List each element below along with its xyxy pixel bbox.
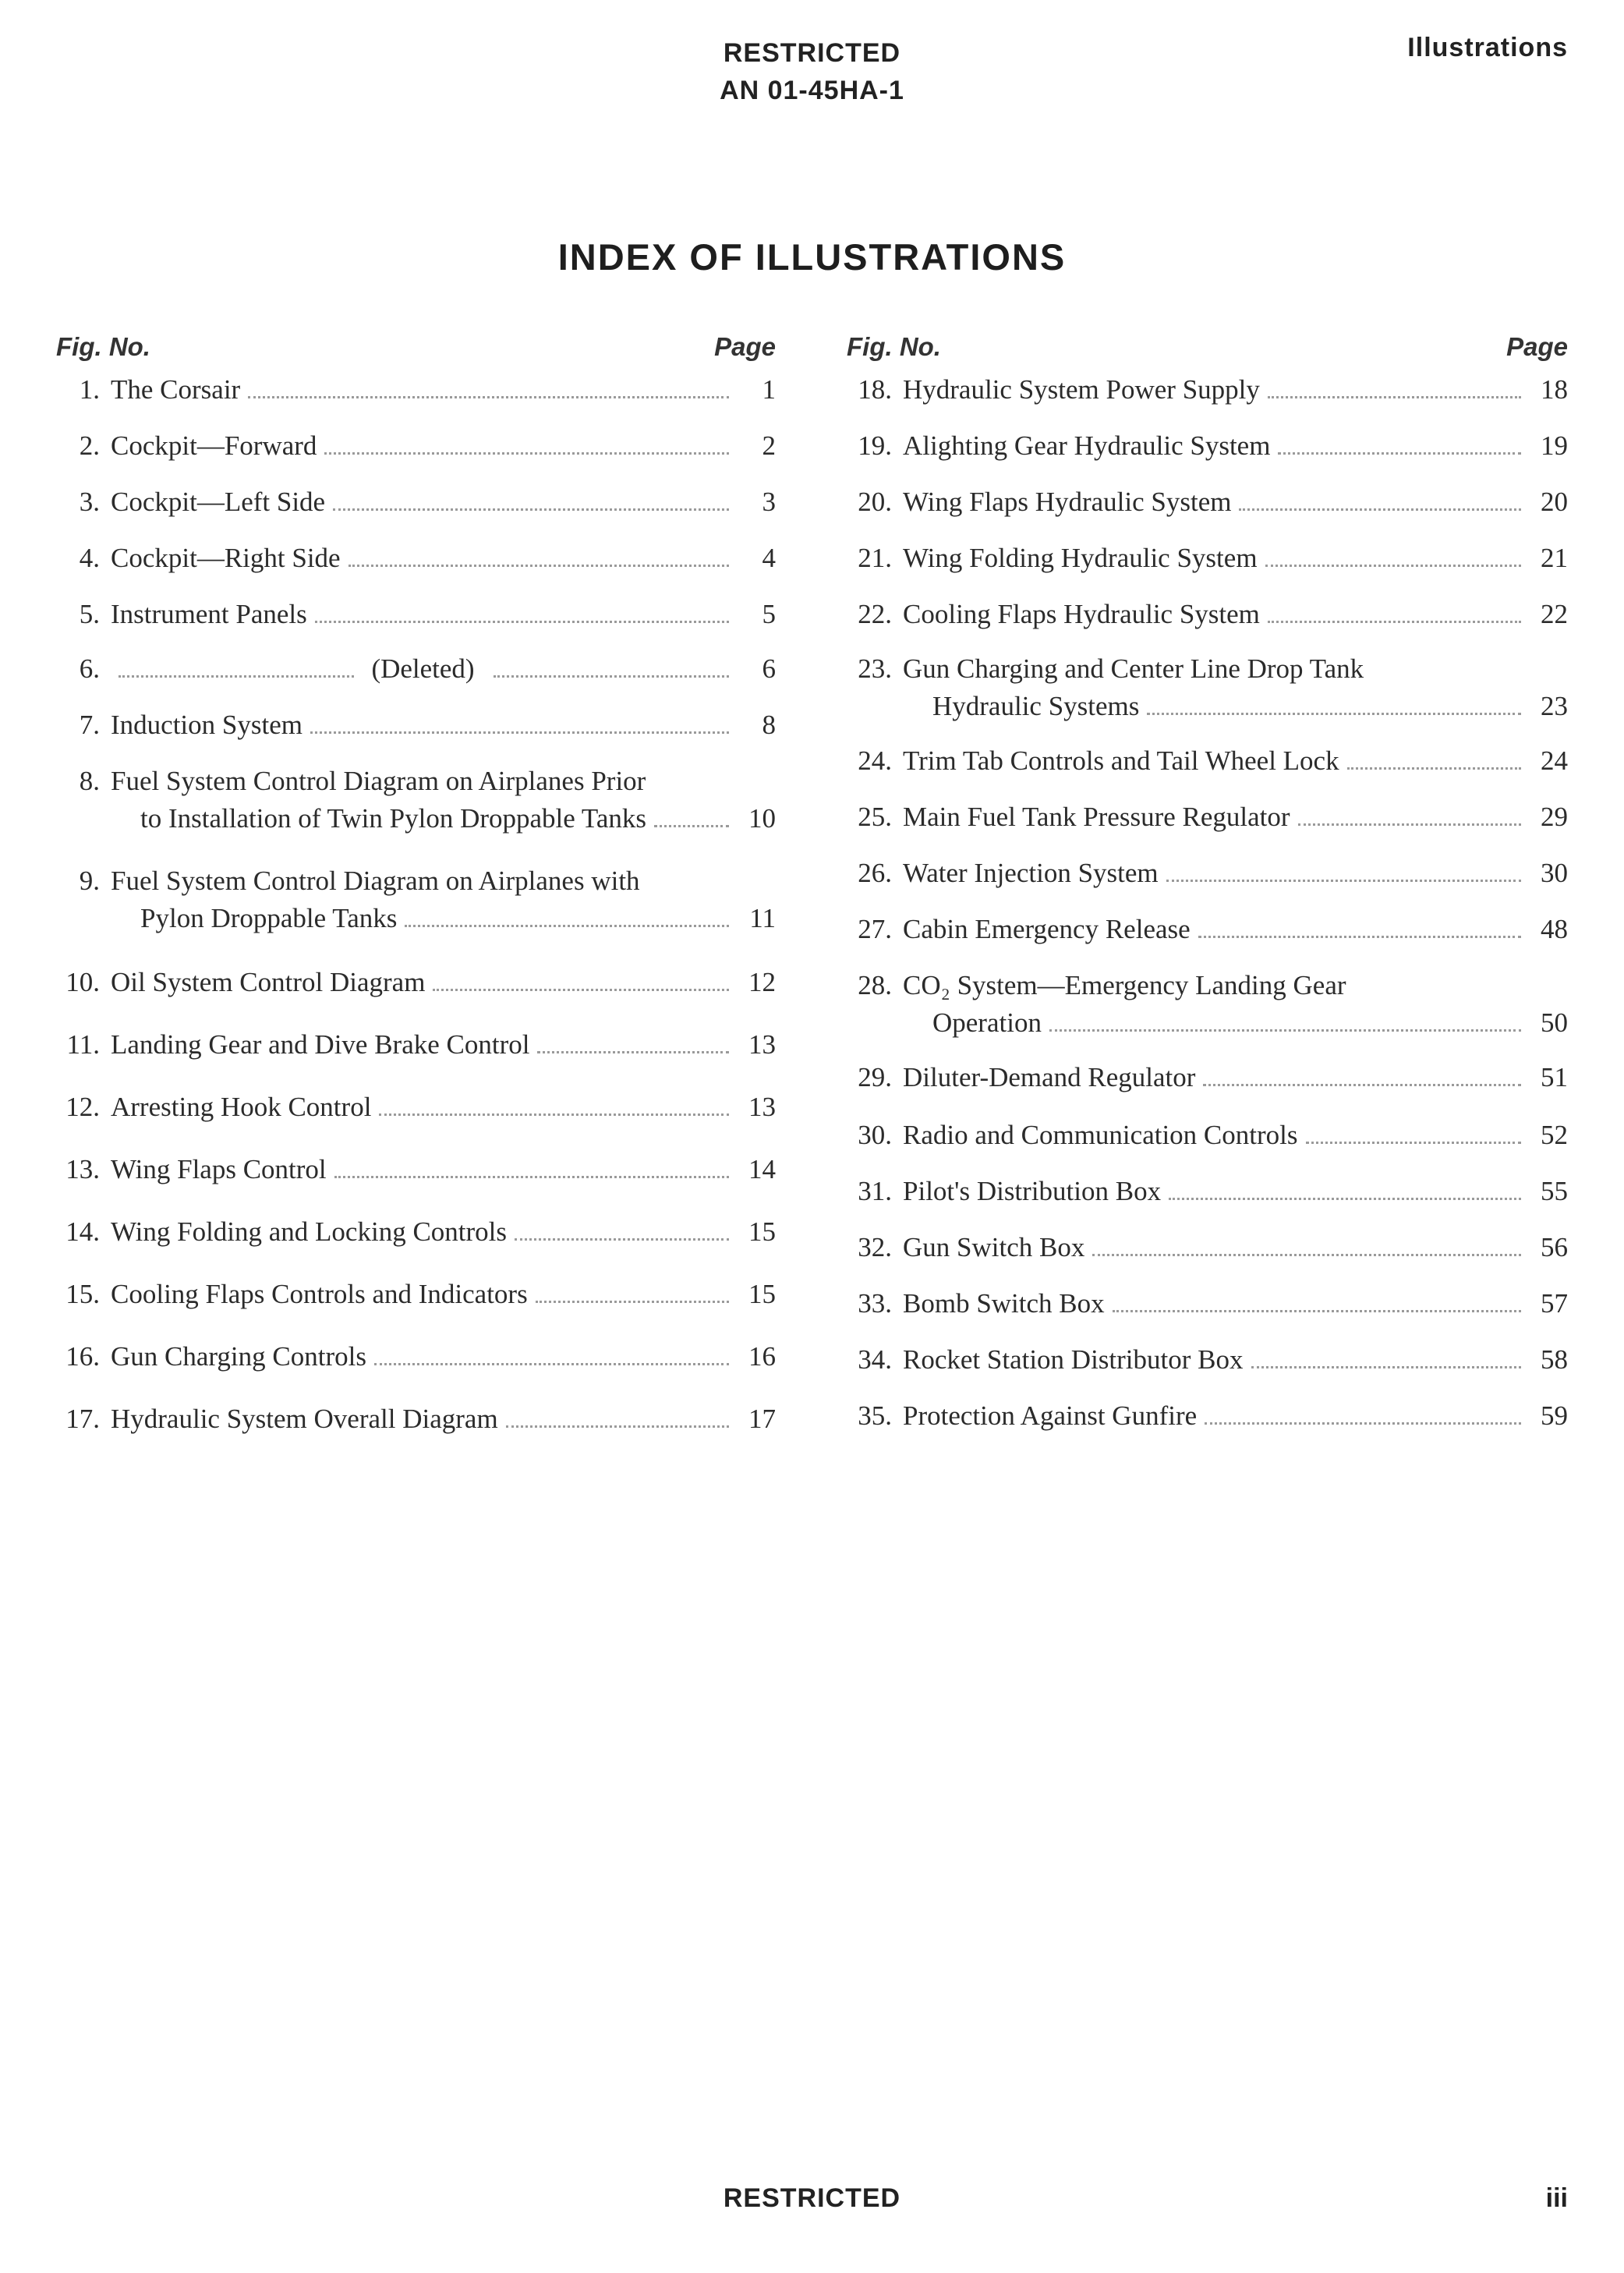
leader-dots — [1169, 1198, 1521, 1200]
page-number: 12 — [748, 967, 776, 997]
leader-dots — [1205, 1422, 1521, 1425]
fig-number: 24. — [858, 745, 892, 776]
index-entry — [56, 650, 776, 688]
fig-title: Fuel System Control Diagram on Airplanes with — [111, 866, 640, 896]
entry-body — [111, 650, 776, 688]
fig-title: Gun Charging and Center Line Drop Tank — [903, 653, 1364, 684]
entry-body — [903, 371, 1568, 409]
fig-number: 15. — [65, 1279, 100, 1309]
header-section-label: Illustrations — [1407, 33, 1568, 62]
entry-body — [111, 1089, 776, 1126]
entry-body — [903, 1117, 1568, 1154]
leader-dots — [334, 1176, 729, 1178]
page-number: 15 — [748, 1216, 776, 1247]
page-number: 55 — [1541, 1176, 1568, 1206]
fig-title: Arresting Hook Control — [111, 1092, 372, 1122]
page-number: 1 — [762, 374, 776, 405]
entry-body — [903, 596, 1568, 633]
index-entry — [847, 1285, 1568, 1322]
leader-dots — [248, 396, 729, 398]
entry-body — [903, 427, 1568, 465]
fig-title: Bomb Switch Box — [903, 1288, 1105, 1319]
fig-title: Instrument Panels — [111, 599, 307, 629]
fig-title: Cabin Emergency Release — [903, 914, 1191, 944]
index-entry — [847, 1397, 1568, 1435]
fig-number: 4. — [79, 543, 100, 573]
footer-classification: RESTRICTED — [723, 2183, 901, 2213]
leader-dots — [379, 1113, 729, 1116]
fig-number: 7. — [79, 710, 100, 740]
fig-title-cont: to Installation of Twin Pylon Droppable Tanks — [140, 803, 647, 834]
fig-number: 17. — [65, 1404, 100, 1434]
fig-number: 27. — [858, 914, 892, 944]
entry-body — [903, 1341, 1568, 1379]
entry-line — [111, 800, 776, 837]
index-entry — [847, 650, 1568, 725]
entry-line — [903, 371, 1568, 409]
fig-number: 34. — [858, 1344, 892, 1375]
entry-body — [903, 483, 1568, 521]
page-number: 13 — [748, 1029, 776, 1060]
entry-line — [903, 911, 1568, 948]
fig-title: Cockpit—Right Side — [111, 543, 341, 573]
page-number: 15 — [748, 1279, 776, 1309]
entry-line — [903, 967, 1568, 1004]
fig-no-header: Fig. No. — [56, 332, 150, 361]
page-number: 17 — [748, 1404, 776, 1434]
entry-body — [111, 1213, 776, 1251]
fig-number: 29. — [858, 1062, 892, 1092]
page-number: 8 — [762, 710, 776, 740]
entry-body — [111, 964, 776, 1001]
header-doc-number: AN 01-45HA-1 — [720, 76, 904, 105]
leader-dots — [324, 452, 729, 455]
fig-number: 20. — [858, 487, 892, 517]
leader-dots — [1092, 1254, 1521, 1256]
leader-dots — [494, 675, 729, 678]
entry-body — [111, 1276, 776, 1313]
entry-body — [111, 483, 776, 521]
leader-dots — [1251, 1366, 1521, 1368]
fig-number: 11. — [66, 1029, 100, 1060]
entry-body — [903, 967, 1568, 1042]
page-number: 10 — [748, 803, 776, 834]
entry-body — [111, 1151, 776, 1188]
fig-title: Cockpit—Forward — [111, 430, 317, 461]
fig-title: Diluter-Demand Regulator — [903, 1062, 1196, 1092]
index-entry — [56, 1276, 776, 1313]
entry-line — [111, 371, 776, 409]
fig-title: Radio and Communication Controls — [903, 1120, 1298, 1150]
index-entry — [847, 1059, 1568, 1096]
fig-number: 31. — [858, 1176, 892, 1206]
leader-dots — [1298, 823, 1521, 826]
leader-dots — [654, 825, 729, 827]
fig-title: The Corsair — [111, 374, 241, 405]
index-entry — [847, 967, 1568, 1042]
fig-number: 35. — [858, 1400, 892, 1431]
index-entry — [56, 862, 776, 937]
entry-line — [903, 540, 1568, 577]
entry-line — [111, 900, 776, 937]
leader-dots — [1113, 1310, 1521, 1312]
leader-dots — [1306, 1142, 1522, 1144]
entry-line — [111, 1151, 776, 1188]
fig-title: Protection Against Gunfire — [903, 1400, 1198, 1431]
index-entry — [847, 540, 1568, 577]
index-entry — [847, 798, 1568, 836]
entry-line — [111, 650, 776, 688]
index-entry — [847, 596, 1568, 633]
leader-dots — [536, 1301, 729, 1303]
entry-line — [111, 596, 776, 633]
entry-line — [111, 540, 776, 577]
index-entry — [847, 427, 1568, 465]
page-number: 6 — [762, 653, 777, 684]
entry-line — [903, 1285, 1568, 1322]
page-number: 29 — [1541, 802, 1568, 832]
page-header — [0, 34, 1624, 109]
page-number: 23 — [1541, 691, 1568, 721]
page-number: 51 — [1541, 1062, 1568, 1092]
fig-title: Main Fuel Tank Pressure Regulator — [903, 802, 1290, 832]
fig-title: Wing Flaps Hydraulic System — [903, 487, 1232, 517]
fig-title: Water Injection System — [903, 858, 1159, 888]
entry-body — [903, 650, 1568, 725]
fig-title: Trim Tab Controls and Tail Wheel Lock — [903, 745, 1339, 776]
page-number: 52 — [1541, 1120, 1568, 1150]
page-number: 59 — [1541, 1400, 1568, 1431]
leader-dots — [1347, 767, 1521, 770]
leader-dots — [1203, 1084, 1521, 1086]
fig-number: 6. — [79, 653, 100, 684]
page-number: 20 — [1541, 487, 1568, 517]
fig-number: 25. — [858, 802, 892, 832]
page-number: 14 — [748, 1154, 776, 1184]
index-entry — [847, 742, 1568, 780]
index-entry — [56, 1213, 776, 1251]
page-number: 24 — [1541, 745, 1568, 776]
index-entry — [56, 427, 776, 465]
entry-body — [111, 706, 776, 744]
entry-line — [903, 1173, 1568, 1210]
leader-dots — [119, 675, 354, 678]
index-entry — [847, 1173, 1568, 1210]
entry-line — [111, 763, 776, 800]
fig-number: 30. — [858, 1120, 892, 1150]
column-header — [56, 332, 776, 371]
page-number: 21 — [1541, 543, 1568, 573]
entry-line — [903, 596, 1568, 633]
fig-number: 21. — [858, 543, 892, 573]
page-number: 58 — [1541, 1344, 1568, 1375]
entry-body — [111, 427, 776, 465]
entry-body — [111, 1400, 776, 1438]
page-number: 56 — [1541, 1232, 1568, 1262]
fig-title-cont: Operation — [932, 1007, 1042, 1038]
index-entry — [56, 964, 776, 1001]
entry-line — [903, 1341, 1568, 1379]
entry-line — [111, 1338, 776, 1375]
leader-dots — [1268, 621, 1521, 623]
fig-number: 1. — [79, 374, 100, 405]
leader-dots — [1147, 713, 1521, 715]
fig-number: 18. — [858, 374, 892, 405]
leader-dots — [1166, 880, 1521, 882]
fig-number: 16. — [65, 1341, 100, 1372]
fig-number: 10. — [65, 967, 100, 997]
index-entry — [56, 1400, 776, 1438]
leader-dots — [333, 508, 729, 511]
entry-line — [903, 1397, 1568, 1435]
entry-line — [903, 1117, 1568, 1154]
page-title: INDEX OF ILLUSTRATIONS — [557, 236, 1067, 278]
entry-body — [111, 1338, 776, 1375]
fig-title: Landing Gear and Dive Brake Control — [111, 1029, 530, 1060]
fig-title: (Deleted) — [371, 653, 475, 684]
fig-title: Wing Flaps Control — [111, 1154, 327, 1184]
page-number: 22 — [1541, 599, 1568, 629]
index-entry — [847, 911, 1568, 948]
entry-body — [111, 596, 776, 633]
entry-body — [111, 763, 776, 837]
entry-line — [903, 1004, 1568, 1042]
entry-line — [903, 855, 1568, 892]
index-entry — [56, 1151, 776, 1188]
index-column-left — [56, 332, 777, 1434]
fig-number: 8. — [79, 766, 100, 796]
entry-line — [111, 964, 776, 1001]
leader-dots — [433, 989, 729, 991]
entry-line — [903, 798, 1568, 836]
page-number: 48 — [1541, 914, 1568, 944]
index-entry — [56, 596, 776, 633]
page-number: 3 — [762, 487, 776, 517]
page-header-label: Page — [1506, 332, 1568, 361]
header-classification: RESTRICTED — [723, 38, 901, 68]
entry-line — [111, 862, 776, 900]
column-header — [847, 332, 1568, 371]
leader-dots — [405, 925, 729, 927]
entry-body — [903, 1229, 1568, 1266]
index-entry — [847, 1117, 1568, 1154]
footer-page-number: iii — [1545, 2183, 1568, 2213]
fig-title: Cockpit—Left Side — [111, 487, 326, 517]
entry-body — [111, 371, 776, 409]
index-entry — [56, 483, 776, 521]
fig-title: Hydraulic System Power Supply — [903, 374, 1260, 405]
fig-number: 33. — [858, 1288, 892, 1319]
entry-line — [903, 483, 1568, 521]
fig-title: Induction System — [111, 710, 303, 740]
index-entry — [847, 1229, 1568, 1266]
fig-number: 12. — [65, 1092, 100, 1122]
fig-title: Wing Folding Hydraulic System — [903, 543, 1258, 573]
fig-title: Pilot's Distribution Box — [903, 1176, 1162, 1206]
fig-title-cont: Pylon Droppable Tanks — [140, 903, 398, 933]
page-number: 11 — [749, 903, 776, 933]
fig-number: 2. — [79, 430, 100, 461]
leader-dots — [1265, 565, 1521, 567]
index-entry — [847, 1341, 1568, 1379]
fig-number: 23. — [858, 653, 892, 684]
fig-no-header: Fig. No. — [847, 332, 941, 361]
entry-line — [903, 742, 1568, 780]
fig-number: 13. — [65, 1154, 100, 1184]
leader-dots — [537, 1051, 729, 1053]
page-header-label: Page — [714, 332, 776, 361]
leader-dots — [310, 731, 729, 734]
fig-number: 28. — [858, 970, 892, 1000]
entry-line — [111, 1213, 776, 1251]
entry-line — [903, 427, 1568, 465]
leader-dots — [506, 1425, 729, 1428]
leader-dots — [1278, 452, 1521, 455]
fig-title-cont: Hydraulic Systems — [932, 691, 1140, 721]
entry-body — [903, 540, 1568, 577]
fig-number: 22. — [858, 599, 892, 629]
leader-dots — [1268, 396, 1521, 398]
index-entry — [56, 706, 776, 744]
index-entry — [56, 763, 776, 837]
page-number: 13 — [748, 1092, 776, 1122]
entry-line — [903, 1059, 1568, 1096]
fig-number: 3. — [79, 487, 100, 517]
index-entry — [847, 371, 1568, 409]
page-number: 16 — [748, 1341, 776, 1372]
entry-line — [111, 1400, 776, 1438]
fig-number: 9. — [79, 866, 100, 896]
fig-number: 5. — [79, 599, 100, 629]
index-column-right — [847, 332, 1568, 1431]
entry-body — [111, 862, 776, 937]
entry-line — [903, 688, 1568, 725]
entry-line — [111, 1026, 776, 1064]
fig-number: 32. — [858, 1232, 892, 1262]
entry-body — [903, 855, 1568, 892]
entry-line — [903, 650, 1568, 688]
entry-body — [903, 911, 1568, 948]
index-entry — [56, 371, 776, 409]
fig-title: Cooling Flaps Controls and Indicators — [111, 1279, 528, 1309]
entry-line — [111, 706, 776, 744]
entry-line — [903, 1229, 1568, 1266]
page-number: 50 — [1541, 1007, 1568, 1038]
index-entry — [56, 1026, 776, 1064]
leader-dots — [315, 621, 729, 623]
fig-title: Gun Charging Controls — [111, 1341, 366, 1372]
entry-body — [903, 1397, 1568, 1435]
fig-title: Cooling Flaps Hydraulic System — [903, 599, 1260, 629]
fig-number: 14. — [65, 1216, 100, 1247]
entry-line — [111, 1276, 776, 1313]
fig-title: Alighting Gear Hydraulic System — [903, 430, 1271, 461]
page-number: 18 — [1541, 374, 1568, 405]
page-number: 19 — [1541, 430, 1568, 461]
fig-title: Oil System Control Diagram — [111, 967, 426, 997]
entry-line — [111, 1089, 776, 1126]
entry-body — [903, 798, 1568, 836]
fig-number: 19. — [858, 430, 892, 461]
entry-body — [903, 1173, 1568, 1210]
leader-dots — [1198, 936, 1521, 938]
leader-dots — [349, 565, 729, 567]
page-number: 57 — [1541, 1288, 1568, 1319]
leader-dots — [374, 1363, 729, 1365]
entry-body — [903, 1285, 1568, 1322]
fig-title: Gun Switch Box — [903, 1232, 1085, 1262]
fig-title: CO₂ System—Emergency Landing Gear — [903, 970, 1346, 1000]
page-number: 5 — [762, 599, 776, 629]
fig-title: Hydraulic System Overall Diagram — [111, 1404, 498, 1434]
index-entry — [847, 855, 1568, 892]
fig-title: Fuel System Control Diagram on Airplanes Prior — [111, 766, 646, 796]
entry-line — [111, 483, 776, 521]
leader-dots — [1239, 508, 1521, 511]
page-number: 4 — [762, 543, 776, 573]
leader-dots — [515, 1238, 729, 1241]
fig-number: 26. — [858, 858, 892, 888]
entry-line — [111, 427, 776, 465]
entry-body — [903, 742, 1568, 780]
page-number: 30 — [1541, 858, 1568, 888]
fig-title: Wing Folding and Locking Controls — [111, 1216, 508, 1247]
index-entry — [847, 483, 1568, 521]
index-entry — [56, 1089, 776, 1126]
index-entry — [56, 540, 776, 577]
entry-body — [111, 540, 776, 577]
page-number: 2 — [762, 430, 776, 461]
entry-body — [903, 1059, 1568, 1096]
index-entry — [56, 1338, 776, 1375]
leader-dots — [1049, 1029, 1521, 1032]
entry-body — [111, 1026, 776, 1064]
fig-title: Rocket Station Distributor Box — [903, 1344, 1244, 1375]
